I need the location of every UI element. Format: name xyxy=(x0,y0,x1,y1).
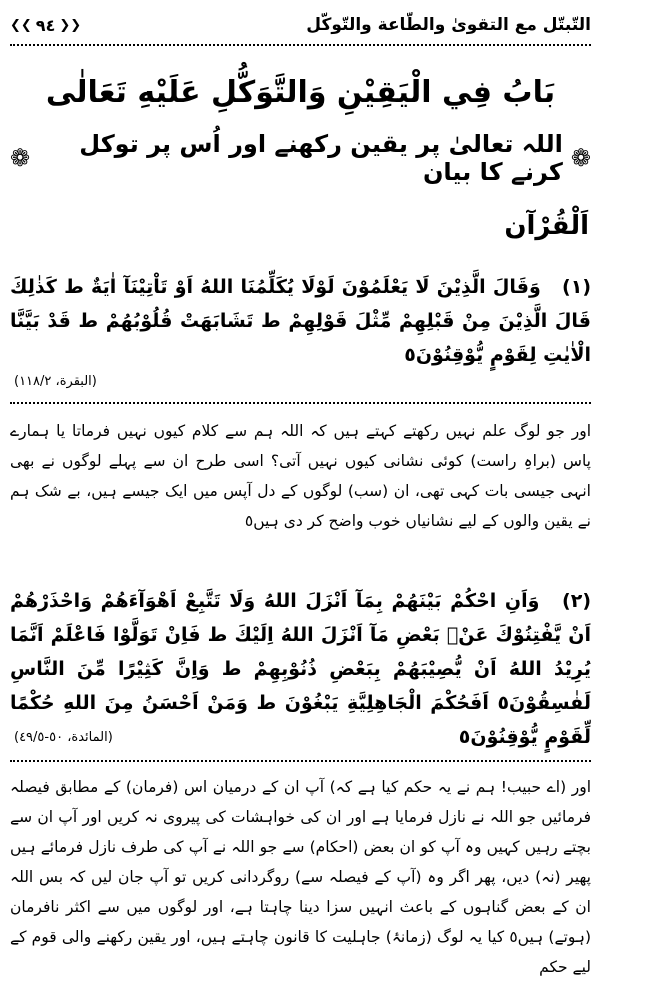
page-number-box xyxy=(10,16,81,35)
flower-ornament-icon: ❁ xyxy=(570,144,591,172)
translation-1: اور جو لوگ علم نہیں رکھتے کہتے ہیں کہ اللہ ہم سے کلام کیوں نہیں فرماتا یا ہمارے پاس (براہِ راست) کوئی نشانی کیوں نہیں آتی؟ اسی طرح ان سے پہلے لوگوں نے بھی انہی جیسی بات کہی تھی، ان (سب) لوگوں کے دل آپس میں ایک جیسے ہیں، بے شک ہم نے یقین والوں کے لیے نشانیاں خوب واضح کر دی ہیں٥ xyxy=(10,422,591,530)
chapter-title: بَابُ فِي الْيَقِيْنِ وَالتَّوَكُّلِ عَلَيْهِ تَعَالٰى xyxy=(45,75,556,110)
chapter-subtitle xyxy=(10,130,591,186)
separator-dotted xyxy=(10,760,591,762)
verse-number: (١) xyxy=(562,276,591,298)
separator-dotted xyxy=(10,402,591,404)
page-number: ٩٤ xyxy=(35,15,56,35)
translation-2: اور (اے حبیب! ہم نے یہ حکم کیا ہے کہ) آپ ان کے درمیان اس (فرمان) کے مطابق فیصلہ فرمائیں جو اللہ نے نازل فرمایا ہے اور ان کی خواہشات کی پیروی نہ کریں اور آپ ان سے بچتے رہیں کہیں وہ آپ کو ان بعض (احکام) سے جو اللہ نے آپ کی طرف نازل فرمائے ہیں پھیر (نہ) دیں، پھر اگر وہ (آپ کے فیصلہ سے) روگردانی کریں تو آپ جان لیں کہ بس اللہ ان کے بعض گناہوں کے باعث انہیں سزا دینا چاہتا ہے، اور لوگوں میں سے اکثر نافرمان (ہوتے) ہیں٥ کیا یہ لوگ (زمانۂ) جاہلیت کا قانون چاہتے ہیں، اور یقین رکھنے والی قوم کے لیے حکم xyxy=(10,778,591,976)
flower-ornament-icon: ❁ xyxy=(10,144,31,172)
verse-number: (٢) xyxy=(562,590,591,612)
ornament-left-icon: ❮❮ xyxy=(59,17,82,33)
running-header xyxy=(10,8,591,42)
running-title: التّبتّل مع التقوىٰ والطّاعة والتّوكّل xyxy=(306,15,591,35)
section-label: اَلْقُرْآن xyxy=(504,211,589,241)
header-divider xyxy=(10,44,591,46)
verse-text: وَقَالَ الَّذِيْنَ لَا يَعْلَمُوْنَ لَوْلَا يُكَلِّمُنَا اللهُ اَوْ تَاْتِيْنَآ اٰيَةٌ ط كَذٰلِكَ قَالَ الَّذِيْنَ مِنْ قَبْلِهِمْ مِّثْلَ قَوْلِهِمْ ط تَشَابَهَتْ قُلُوْبُهُمْ ط قَدْ بَيَّنَّا الْاٰيٰتِ لِقَوْمٍ يُّوْقِنُوْنَ٥ xyxy=(10,276,591,366)
ornament-right-icon: ❯❯ xyxy=(10,17,32,33)
verse-reference: (البقرة، ١١٨/٢) xyxy=(14,374,97,389)
verse-text: وَاَنِ احْكُمْ بَيْنَهُمْ بِمَآ اَنْزَلَ اللهُ وَلَا تَتَّبِعْ اَهْوَآءَهُمْ وَاحْذَرْهُمْ اَنْ يَّفْتِنُوْكَ عَنْۢ بَعْضِ مَآ اَنْزَلَ اللهُ اِلَيْكَ ط فَاِنْ تَوَلَّوْا فَاعْلَمْ اَنَّمَا يُرِيْدُ اللهُ اَنْ يُّصِيْبَهُمْ بِبَعْضِ ذُنُوْبِهِمْ ط وَاِنَّ كَثِيْرًا مِّنَ النَّاسِ لَفٰسِقُوْنَ٥ اَفَحُكْمَ الْجَاهِلِيَّةِ يَبْغُوْنَ ط وَمَنْ اَحْسَنُ مِنَ اللهِ حُكْمًا لِّقَوْمٍ يُّوْقِنُوْنَ٥ xyxy=(10,590,591,748)
verse-reference: (المائدة، ٥٠-٤٩/٥) xyxy=(14,730,113,745)
verse-1 xyxy=(10,270,591,378)
subtitle-text: اللہ تعالیٰ پر یقین رکھنے اور اُس پر توکل کرنے کا بیان xyxy=(79,130,563,186)
